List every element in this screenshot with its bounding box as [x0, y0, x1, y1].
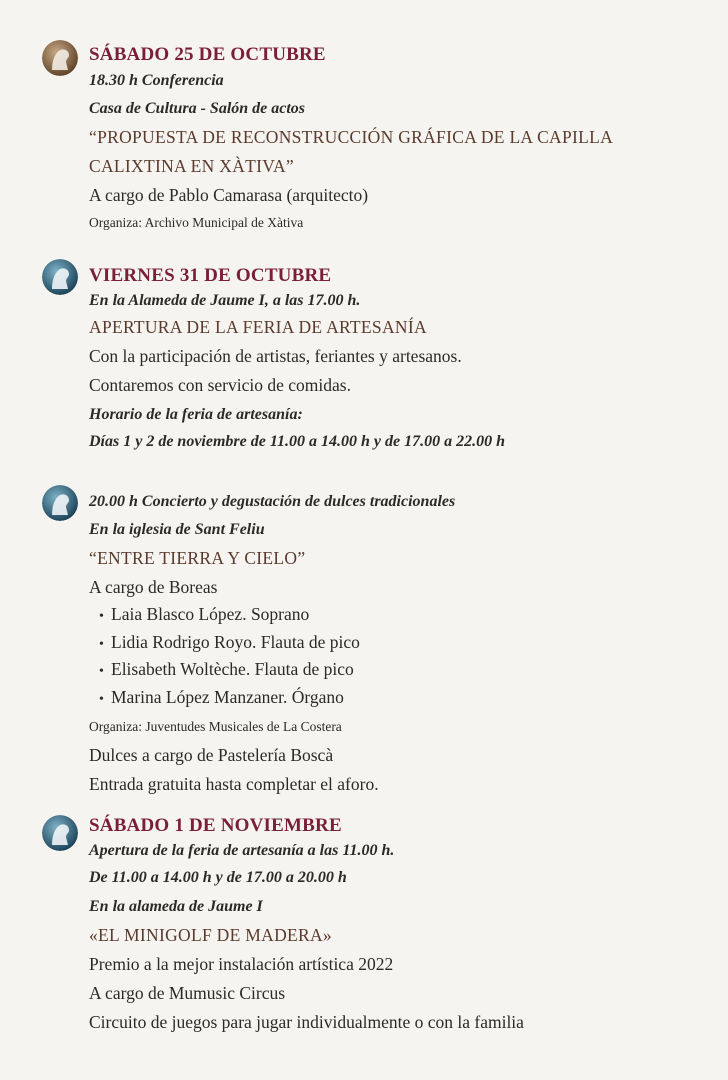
event-performer: A cargo de Mumusic Circus — [89, 983, 286, 1003]
event-day: VIERNES 31 DE OCTUBRE — [89, 265, 332, 286]
event-title: “ENTRE TIERRA Y CIELO” — [89, 548, 306, 568]
event-performer: A cargo de Boreas — [89, 577, 218, 597]
event-description: Circuito de juegos para jugar individualmente o con la familia — [89, 1012, 524, 1032]
members-list — [89, 602, 708, 713]
list-item: • Laia Blasco López. Soprano — [89, 602, 708, 630]
list-item: • Lidia Rodrigo Royo. Flauta de pico — [89, 630, 708, 658]
bullet-icon: • — [99, 664, 104, 680]
seal-brown-icon — [42, 40, 78, 76]
event-food-note: Contaremos con servicio de comidas. — [89, 375, 351, 395]
bullet-icon: • — [99, 609, 104, 624]
event-time: Apertura de la feria de artesanía a las 11.00 h. — [89, 842, 395, 859]
event-day: SÁBADO 25 DE OCTUBRE — [89, 44, 326, 65]
event-description: Con la participación de artistas, feriantes y artesanos. — [89, 346, 462, 366]
bullet-icon: • — [99, 636, 104, 652]
list-item: • Marina López Manzaner. Órgano — [89, 685, 708, 713]
event-title: APERTURA DE LA FERIA DE ARTESANÍA — [89, 317, 427, 337]
event-place: Casa de Cultura - Salón de actos — [89, 100, 306, 117]
event-title-line2: CALIXTINA EN XÀTIVA” — [89, 156, 294, 176]
list-item: • Elisabeth Woltèche. Flauta de pico — [89, 657, 708, 685]
event-place: En la alameda de Jaume I — [89, 898, 263, 915]
bullet-icon: • — [99, 692, 104, 708]
event-organizer: Organiza: Juventudes Musicales de La Costera — [89, 718, 342, 734]
event-speaker: A cargo de Pablo Camarasa (arquitecto) — [89, 185, 369, 205]
event-title: «EL MINIGOLF DE MADERA» — [89, 925, 332, 945]
event-place: En la Alameda de Jaume I, a las 17.00 h. — [89, 292, 361, 309]
event-organizer: Organiza: Archivo Municipal de Xàtiva — [89, 215, 304, 230]
event-hours-label: Horario de la feria de artesanía: — [89, 406, 303, 423]
event-hours: Días 1 y 2 de noviembre de 11.00 a 14.00 h y de 17.00 a 22.00 h — [89, 433, 505, 450]
seal-blue-icon — [42, 815, 78, 851]
seal-blue-icon — [42, 259, 78, 295]
event-sweets: Dulces a cargo de Pastelería Boscà — [89, 744, 334, 765]
event-hours: De 11.00 a 14.00 h y de 17.00 a 20.00 h — [89, 869, 347, 886]
event-award: Premio a la mejor instalación artística 2022 — [89, 954, 394, 974]
event-time: 18.30 h Conferencia — [89, 72, 224, 89]
event-time: 20.00 h Concierto y degustación de dulces tradicionales — [89, 493, 456, 510]
event-day: SÁBADO 1 DE NOVIEMBRE — [89, 815, 342, 836]
seal-blue-icon — [42, 485, 78, 521]
event-title-line1: “PROPUESTA DE RECONSTRUCCIÓN GRÁFICA DE LA CAPILLA — [89, 127, 614, 147]
event-entry: Entrada gratuita hasta completar el aforo. — [89, 773, 379, 794]
event-place: En la iglesia de Sant Feliu — [89, 521, 265, 538]
